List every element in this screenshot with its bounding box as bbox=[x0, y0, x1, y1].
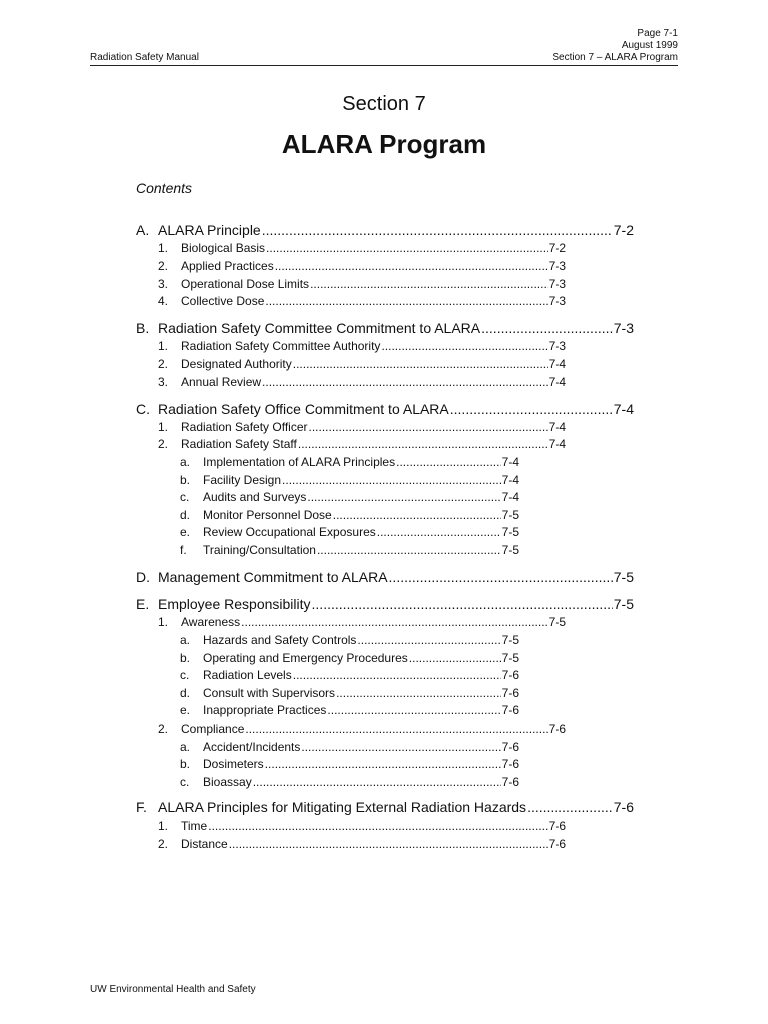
toc-entry bbox=[136, 221, 634, 239]
toc-entry-label: Hazards and Safety Controls bbox=[203, 633, 357, 647]
toc-leader-dots bbox=[310, 276, 548, 292]
toc-entry bbox=[158, 721, 566, 737]
toc-entry bbox=[158, 356, 566, 372]
toc-entry bbox=[180, 542, 519, 558]
toc-entry-number: 2. bbox=[158, 357, 169, 371]
toc-entry-page: 7-4 bbox=[501, 473, 519, 487]
toc-entry-number: 2. bbox=[158, 837, 169, 851]
toc-entry-page: 7-2 bbox=[613, 222, 634, 238]
toc-entry-label: Radiation Safety Officer bbox=[181, 420, 308, 434]
toc-entry bbox=[136, 568, 634, 586]
toc-entry-label: Annual Review bbox=[181, 375, 262, 389]
toc-entry-page: 7-5 bbox=[548, 615, 566, 629]
toc-entry-page: 7-6 bbox=[548, 722, 566, 736]
toc-leader-dots bbox=[282, 472, 501, 488]
toc-entry-page: 7-5 bbox=[613, 569, 634, 585]
toc-entry bbox=[158, 436, 566, 452]
toc-leader-dots bbox=[293, 356, 548, 372]
toc-entry-number: E. bbox=[136, 596, 150, 612]
toc-entry-label: Management Commitment to ALARA bbox=[158, 569, 388, 585]
toc-entry-number: 1. bbox=[158, 615, 169, 629]
toc-entry-page: 7-3 bbox=[613, 320, 634, 336]
toc-entry bbox=[158, 258, 566, 274]
toc-entry-number: 1. bbox=[158, 241, 169, 255]
toc-entry-label: Implementation of ALARA Principles bbox=[203, 455, 396, 469]
toc-entry-page: 7-3 bbox=[548, 294, 566, 308]
toc-entry-page: 7-2 bbox=[548, 241, 566, 255]
toc-entry-number: b. bbox=[180, 473, 191, 487]
toc-entry bbox=[180, 472, 519, 488]
toc-entry-label: Inappropriate Practices bbox=[203, 703, 327, 717]
toc-entry-number: 2. bbox=[158, 437, 169, 451]
toc-entry bbox=[158, 419, 566, 435]
toc-entry-page: 7-5 bbox=[501, 525, 519, 539]
toc-leader-dots bbox=[309, 419, 548, 435]
toc-leader-dots bbox=[275, 258, 548, 274]
toc-entry-number: 2. bbox=[158, 722, 169, 736]
toc-leader-dots bbox=[481, 319, 613, 337]
toc-entry-label: Audits and Surveys bbox=[203, 490, 307, 504]
toc-leader-dots bbox=[389, 568, 613, 586]
toc-entry-number: e. bbox=[180, 525, 191, 539]
header-section: Section 7 – ALARA Program bbox=[552, 52, 678, 63]
toc-entry-label: Employee Responsibility bbox=[158, 596, 311, 612]
toc-entry-page: 7-6 bbox=[548, 819, 566, 833]
toc-entry-label: Collective Dose bbox=[181, 294, 265, 308]
toc-leader-dots bbox=[450, 400, 613, 418]
toc-entry-label: ALARA Principle bbox=[158, 222, 261, 238]
toc-entry-number: e. bbox=[180, 703, 191, 717]
toc-entry bbox=[180, 739, 519, 755]
toc-leader-dots bbox=[298, 436, 548, 452]
toc-entry bbox=[180, 702, 519, 718]
toc-entry-number: a. bbox=[180, 633, 191, 647]
header-date: August 1999 bbox=[621, 40, 678, 51]
toc-entry-page: 7-5 bbox=[613, 596, 634, 612]
toc-entry-label: Radiation Safety Committee Commitment to ALARA bbox=[158, 320, 481, 336]
toc-entry-number: c. bbox=[180, 490, 190, 504]
page-footer: UW Environmental Health and Safety bbox=[90, 984, 256, 995]
toc-leader-dots bbox=[245, 721, 547, 737]
toc-leader-dots bbox=[262, 221, 613, 239]
toc-entry bbox=[180, 774, 519, 790]
toc-entry bbox=[180, 454, 519, 470]
toc-entry-number: d. bbox=[180, 686, 191, 700]
manual-title: Radiation Safety Manual bbox=[90, 52, 199, 63]
toc-entry-number: C. bbox=[136, 401, 150, 417]
toc-entry-number: d. bbox=[180, 508, 191, 522]
page-header-right bbox=[552, 28, 678, 64]
page-title: ALARA Program bbox=[281, 129, 487, 159]
toc-entry-page: 7-3 bbox=[548, 259, 566, 273]
toc-entry-page: 7-6 bbox=[501, 740, 519, 754]
toc-entry-label: Radiation Levels bbox=[203, 668, 292, 682]
toc-entry bbox=[158, 818, 566, 834]
toc-entry-page: 7-5 bbox=[501, 651, 519, 665]
toc-entry-number: a. bbox=[180, 740, 191, 754]
toc-entry-label: Review Occupational Exposures bbox=[203, 525, 376, 539]
toc-entry-label: Operational Dose Limits bbox=[181, 277, 310, 291]
toc-entry-label: Compliance bbox=[181, 722, 245, 736]
toc-entry-number: b. bbox=[180, 651, 191, 665]
toc-entry-page: 7-4 bbox=[548, 437, 566, 451]
toc-leader-dots bbox=[357, 632, 500, 648]
toc-entry-number: F. bbox=[136, 799, 147, 815]
toc-entry-number: B. bbox=[136, 320, 150, 336]
toc-entry bbox=[180, 632, 519, 648]
toc-entry-label: Monitor Personnel Dose bbox=[203, 508, 332, 522]
toc-entry-page: 7-4 bbox=[501, 490, 519, 504]
toc-entry-label: Accident/Incidents bbox=[203, 740, 301, 754]
toc-entry-label: Distance bbox=[181, 837, 228, 851]
toc-leader-dots bbox=[336, 685, 501, 701]
toc-entry-label: Operating and Emergency Procedures bbox=[203, 651, 408, 665]
toc-entry-number: D. bbox=[136, 569, 150, 585]
toc-entry bbox=[180, 667, 519, 683]
toc-entry-label: Designated Authority bbox=[181, 357, 292, 371]
toc-entry-page: 7-4 bbox=[548, 375, 566, 389]
toc-entry-label: Awareness bbox=[181, 615, 241, 629]
toc-entry bbox=[136, 319, 634, 337]
toc-entry-page: 7-4 bbox=[548, 420, 566, 434]
toc-entry-number: 3. bbox=[158, 277, 169, 291]
toc-leader-dots bbox=[266, 240, 548, 256]
toc-entry-page: 7-6 bbox=[501, 775, 519, 789]
toc-entry bbox=[180, 650, 519, 666]
toc-entry-number: A. bbox=[136, 222, 150, 238]
toc-leader-dots bbox=[241, 614, 548, 630]
toc-entry bbox=[180, 507, 519, 523]
toc-entry-label: Dosimeters bbox=[203, 757, 264, 771]
toc-leader-dots bbox=[396, 454, 501, 470]
toc-entry-page: 7-3 bbox=[548, 277, 566, 291]
toc-entry-page: 7-4 bbox=[501, 455, 519, 469]
toc-leader-dots bbox=[527, 798, 613, 816]
toc-entry-page: 7-5 bbox=[501, 633, 519, 647]
toc-leader-dots bbox=[265, 293, 547, 309]
toc-entry-number: c. bbox=[180, 668, 190, 682]
toc-entry bbox=[180, 489, 519, 505]
toc-entry-page: 7-6 bbox=[501, 703, 519, 717]
toc-entry bbox=[180, 756, 519, 772]
toc-entry-page: 7-6 bbox=[501, 757, 519, 771]
toc-leader-dots bbox=[293, 667, 501, 683]
toc-leader-dots bbox=[381, 338, 547, 354]
toc-entry-number: 1. bbox=[158, 339, 169, 353]
toc-leader-dots bbox=[208, 818, 547, 834]
toc-entry bbox=[180, 524, 519, 540]
toc-entry bbox=[158, 614, 566, 630]
toc-entry-label: Time bbox=[181, 819, 208, 833]
toc-entry-label: Bioassay bbox=[203, 775, 252, 789]
toc-entry-number: 1. bbox=[158, 819, 169, 833]
toc-entry-label: Radiation Safety Committee Authority bbox=[181, 339, 381, 353]
toc-entry bbox=[158, 293, 566, 309]
toc-leader-dots bbox=[317, 542, 501, 558]
toc-leader-dots bbox=[377, 524, 501, 540]
toc-entry bbox=[158, 374, 566, 390]
toc-entry-label: Consult with Supervisors bbox=[203, 686, 336, 700]
toc-entry-number: b. bbox=[180, 757, 191, 771]
page-number: Page 7-1 bbox=[637, 28, 678, 39]
toc-entry-label: Radiation Safety Office Commitment to ALARA bbox=[158, 401, 449, 417]
toc-leader-dots bbox=[312, 595, 613, 613]
toc-leader-dots bbox=[301, 739, 500, 755]
toc-entry-page: 7-6 bbox=[501, 686, 519, 700]
toc-entry bbox=[136, 595, 634, 613]
toc-entry-label: Facility Design bbox=[203, 473, 282, 487]
toc-entry-number: 2. bbox=[158, 259, 169, 273]
toc-entry-label: Applied Practices bbox=[181, 259, 274, 273]
toc-entry-number: 3. bbox=[158, 375, 169, 389]
toc-leader-dots bbox=[409, 650, 501, 666]
toc-entry-number: c. bbox=[180, 775, 190, 789]
toc-entry-page: 7-4 bbox=[548, 357, 566, 371]
toc-entry-page: 7-5 bbox=[501, 508, 519, 522]
contents-heading: Contents bbox=[136, 180, 193, 196]
toc-entry bbox=[158, 240, 566, 256]
toc-leader-dots bbox=[229, 836, 548, 852]
toc-entry bbox=[136, 798, 634, 816]
toc-entry-label: Training/Consultation bbox=[203, 543, 316, 557]
toc-leader-dots bbox=[333, 507, 501, 523]
toc-leader-dots bbox=[327, 702, 500, 718]
toc-entry-label: Biological Basis bbox=[181, 241, 266, 255]
toc-entry bbox=[158, 276, 566, 292]
toc-entry-number: f. bbox=[180, 543, 187, 557]
toc-leader-dots bbox=[307, 489, 500, 505]
toc-entry bbox=[158, 836, 566, 852]
toc-entry-page: 7-3 bbox=[548, 339, 566, 353]
toc-entry-page: 7-6 bbox=[548, 837, 566, 851]
toc-entry-page: 7-5 bbox=[501, 543, 519, 557]
toc-entry-page: 7-4 bbox=[613, 401, 634, 417]
toc-leader-dots bbox=[265, 756, 501, 772]
toc-entry-page: 7-6 bbox=[613, 799, 634, 815]
toc-entry-label: Radiation Safety Staff bbox=[181, 437, 297, 451]
toc-entry bbox=[158, 338, 566, 354]
toc-entry-page: 7-6 bbox=[501, 668, 519, 682]
toc-leader-dots bbox=[253, 774, 501, 790]
toc-leader-dots bbox=[262, 374, 548, 390]
toc-entry-number: 1. bbox=[158, 420, 169, 434]
toc-entry-label: ALARA Principles for Mitigating External Radiation Hazards bbox=[158, 799, 527, 815]
toc-entry bbox=[136, 400, 634, 418]
toc-entry bbox=[180, 685, 519, 701]
toc-entry-number: a. bbox=[180, 455, 191, 469]
section-label: Section 7 bbox=[342, 93, 426, 115]
toc-entry-number: 4. bbox=[158, 294, 169, 308]
header-divider bbox=[90, 65, 678, 66]
